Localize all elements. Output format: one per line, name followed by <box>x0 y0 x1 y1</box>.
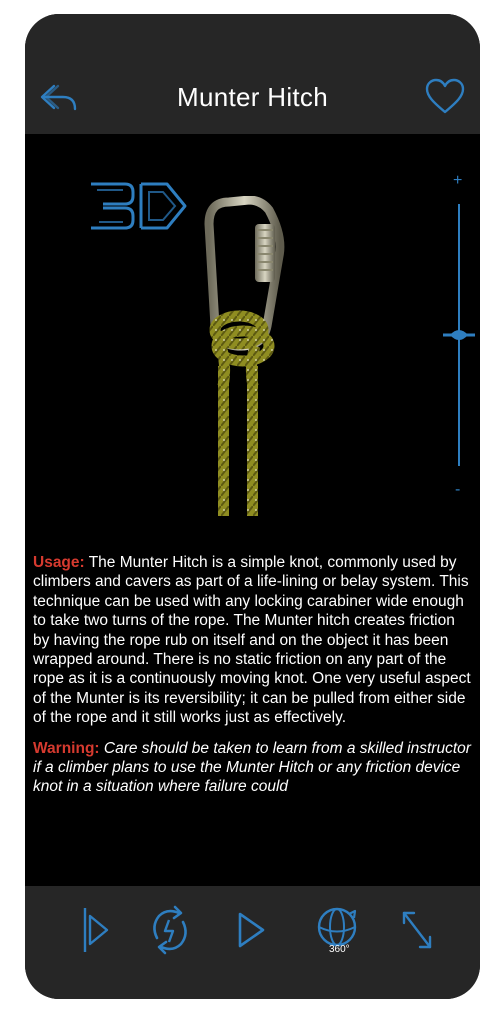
step-play-icon[interactable] <box>81 904 111 956</box>
warning-text: Care should be taken to learn from a skilled instructor if a climber plans to use the Munter Hitch or any friction device knot in a situation where failure could <box>33 739 471 796</box>
usage-text: The Munter Hitch is a simple knot, commonly used by climbers and cavers as part of a life-lining or belay system. This technique can be used with any locking carabiner wide enough to take two turns of the rope. The Munter hitch creates friction by having the rope rub on itself and on the object it has been wrapped around. There is no static friction on any part of the rope as it is a continuously moving knot. One very useful aspect of the Munter is its reversibility; it can be pulled from either side of the rope and it still works just as effectively. <box>33 554 471 727</box>
usage-label: Usage: <box>33 554 85 571</box>
rotate-360-label: 360° <box>329 944 350 955</box>
repeat-icon[interactable] <box>147 904 193 956</box>
page-title: Munter Hitch <box>177 82 328 112</box>
usage-paragraph <box>33 553 473 728</box>
3d-badge-icon[interactable] <box>87 178 191 234</box>
munter-hitch-3d-model[interactable] <box>189 196 307 518</box>
rotate-360-button[interactable] <box>313 904 361 964</box>
fullscreen-icon[interactable] <box>399 904 435 956</box>
bottom-toolbar <box>25 886 480 999</box>
warning-label: Warning: <box>33 739 100 757</box>
phone-frame <box>25 14 480 999</box>
knot-viewer <box>25 134 480 886</box>
zoom-slider-thumb[interactable] <box>442 326 476 344</box>
knot-description <box>33 553 473 808</box>
heart-icon[interactable] <box>425 78 465 116</box>
play-icon[interactable] <box>235 904 267 956</box>
warning-paragraph <box>33 739 473 797</box>
header-bar <box>25 14 480 134</box>
zoom-in-label: + <box>453 172 463 189</box>
zoom-out-label: - <box>455 481 461 498</box>
